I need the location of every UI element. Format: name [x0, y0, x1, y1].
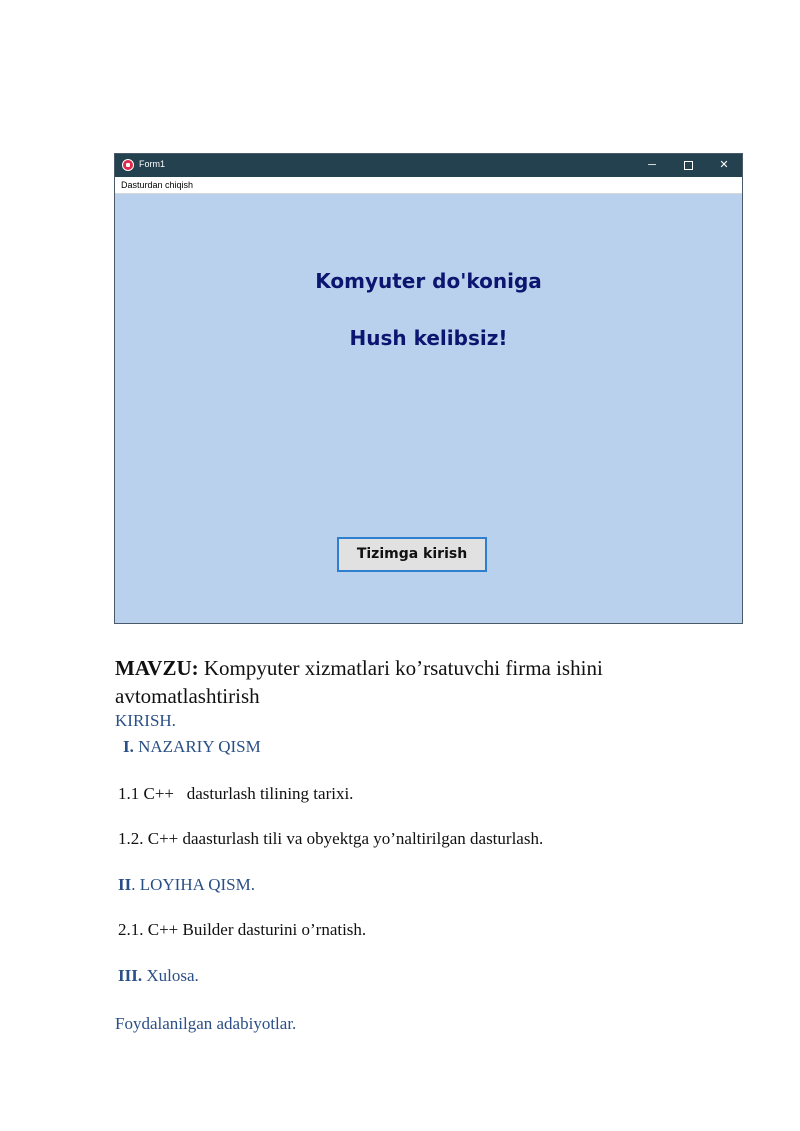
window-title: Form1 — [139, 159, 166, 169]
toc-intro: KIRISH. — [115, 711, 176, 730]
title-bar — [115, 154, 742, 177]
section-1-number: I. — [123, 737, 134, 756]
topic-label: MAVZU: — [115, 656, 199, 680]
login-button[interactable]: Tizimga kirish — [337, 537, 487, 572]
toc-item-1-1: 1.1 C++ dasturlash tilining tarixi. — [118, 784, 354, 803]
app-window — [114, 153, 743, 624]
close-button[interactable]: ✕ — [719, 159, 729, 171]
minimize-button[interactable]: ─ — [648, 159, 656, 171]
menu-item-exit[interactable]: Dasturdan chiqish — [121, 180, 194, 190]
app-icon — [122, 159, 134, 171]
toc-section-1 — [123, 737, 261, 757]
section-2-title: . LOYIHA QISM. — [131, 875, 255, 894]
topic-text: Kompyuter xizmatlari ko’rsatuvchi firma ishini avtomatlashtirish — [115, 656, 603, 708]
form-client-area — [115, 194, 742, 624]
welcome-heading-line1: Komyuter do'koniga — [315, 269, 542, 293]
section-3-number: III. — [118, 966, 143, 985]
toc-item-1-2: 1.2. C++ daasturlash tili va obyektga yo’naltirilgan dasturlash. — [118, 829, 544, 848]
toc-references: Foydalanilgan adabiyotlar. — [115, 1014, 297, 1033]
maximize-button[interactable] — [670, 154, 706, 177]
toc-section-3 — [118, 966, 199, 986]
toc-item-2-1: 2.1. C++ Builder dasturini o’rnatish. — [118, 920, 367, 939]
toc-section-2 — [118, 875, 255, 895]
welcome-heading-line2: Hush kelibsiz! — [349, 326, 508, 350]
topic — [115, 654, 675, 710]
menu-bar — [115, 177, 742, 194]
maximize-icon — [684, 161, 693, 170]
section-1-title: NAZARIY QISM — [133, 737, 261, 756]
section-2-number: II — [118, 875, 132, 894]
section-3-title: Xulosa. — [142, 966, 199, 985]
